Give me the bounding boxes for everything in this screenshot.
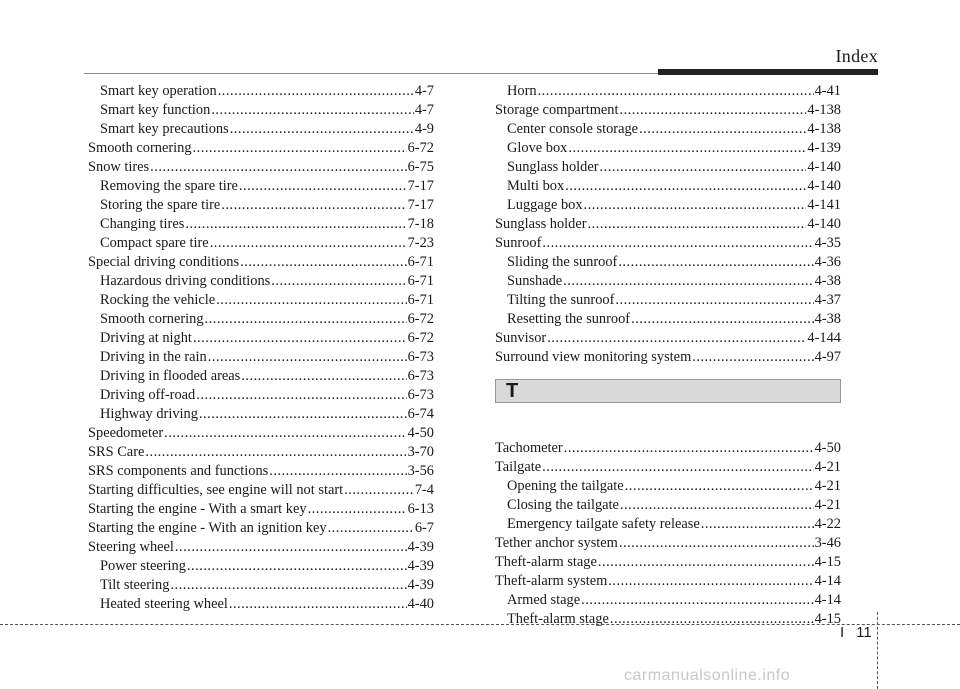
index-entry-label: Tailgate (495, 459, 542, 475)
index-entry-label: Surround view monitoring system (495, 349, 692, 365)
page-number-value: 11 (856, 624, 872, 641)
dot-leader (600, 158, 807, 177)
index-entry-page: 4-140 (807, 178, 841, 194)
dot-leader (584, 196, 807, 215)
dot-leader (211, 101, 414, 120)
index-entry-label: Armed stage (507, 592, 581, 608)
index-entry-page: 6-73 (407, 349, 434, 365)
index-entry (495, 572, 841, 591)
index-entry-page: 4-36 (814, 254, 841, 270)
index-entry-page: 6-75 (407, 159, 434, 175)
index-entry-page: 4-14 (814, 592, 841, 608)
index-entry-page: 4-50 (407, 425, 434, 441)
dot-leader (193, 139, 407, 158)
index-entry-label: Tether anchor system (495, 535, 618, 551)
index-entry-label: Sliding the sunroof (507, 254, 618, 270)
index-entry-label: Theft-alarm stage (495, 554, 597, 570)
index-entry (88, 291, 434, 310)
dot-leader (221, 196, 406, 215)
index-entry (495, 310, 841, 329)
index-entry-page: 4-14 (814, 573, 841, 589)
index-entry-page: 4-21 (814, 497, 841, 513)
index-entry-label: Smart key operation (100, 83, 217, 99)
dot-leader (692, 348, 813, 367)
index-entry-label: Starting the engine - With an ignition key (88, 520, 327, 536)
section-heading-t: T (495, 379, 841, 403)
chapter-letter: I (840, 624, 845, 641)
index-entry (88, 120, 434, 139)
index-entry-page: 4-39 (407, 539, 434, 555)
index-entry-label: Starting difficulties, see engine will not start (88, 482, 344, 498)
index-entry (495, 120, 841, 139)
index-entry (88, 538, 434, 557)
index-entry-page: 7-18 (407, 216, 434, 232)
index-entry-page: 4-41 (814, 83, 841, 99)
index-entry-label: Glove box (507, 140, 568, 156)
index-entry (495, 496, 841, 515)
index-entry-label: Rocking the vehicle (100, 292, 216, 308)
dot-leader (620, 496, 814, 515)
index-list-right-bottom (495, 439, 841, 629)
index-entry-label: Theft-alarm system (495, 573, 608, 589)
index-entry-label: Smart key function (100, 102, 211, 118)
dot-leader (170, 576, 406, 595)
index-entry-page: 4-141 (807, 197, 841, 213)
dot-leader (598, 553, 814, 572)
index-entry (495, 101, 841, 120)
dot-leader (216, 291, 407, 310)
dot-leader (564, 439, 814, 458)
index-entry-page: 4-22 (814, 516, 841, 532)
index-entry-page: 6-13 (407, 501, 434, 517)
dot-leader (625, 477, 814, 496)
index-entry (495, 139, 841, 158)
index-entry (88, 386, 434, 405)
index-entry-page: 4-50 (814, 440, 841, 456)
index-entry (88, 329, 434, 348)
dot-leader (563, 272, 813, 291)
dot-leader (701, 515, 814, 534)
dot-leader (218, 82, 414, 101)
index-entry (88, 367, 434, 386)
footer-dashed-rule (0, 624, 960, 625)
index-entry (495, 215, 841, 234)
index-entry (88, 139, 434, 158)
dot-leader (230, 120, 414, 139)
dot-leader (619, 101, 806, 120)
index-entry-page: 6-72 (407, 311, 434, 327)
dot-leader (542, 234, 813, 253)
index-entry (88, 82, 434, 101)
footer-crop-mark (877, 612, 878, 689)
index-entry (88, 348, 434, 367)
index-entry-label: Sunglass holder (495, 216, 587, 232)
index-entry-label: Tilt steering (100, 577, 170, 593)
dot-leader (239, 177, 407, 196)
header-rule (84, 73, 658, 74)
index-entry (88, 481, 434, 500)
dot-leader (187, 557, 407, 576)
index-entry-page: 6-71 (407, 292, 434, 308)
index-entry-page: 4-35 (814, 235, 841, 251)
index-entry-page: 7-4 (414, 482, 434, 498)
index-entry-label: Steering wheel (88, 539, 174, 555)
index-entry (88, 196, 434, 215)
index-entry-page: 6-7 (414, 520, 434, 536)
index-entry (88, 595, 434, 614)
index-entry-label: SRS Care (88, 444, 145, 460)
index-entry (495, 477, 841, 496)
index-entry (495, 291, 841, 310)
index-entry-page: 4-140 (807, 159, 841, 175)
index-entry-page: 4-140 (807, 216, 841, 232)
index-entry-label: Storage compartment (495, 102, 619, 118)
index-entry (495, 253, 841, 272)
page-header-title: Index (835, 46, 878, 66)
dot-leader (175, 538, 407, 557)
index-entry (495, 610, 841, 629)
index-entry (88, 462, 434, 481)
index-entry-page: 4-40 (407, 596, 434, 612)
dot-leader (610, 610, 814, 629)
index-entry-label: Sunglass holder (507, 159, 599, 175)
index-entry (88, 234, 434, 253)
index-entry-page: 7-23 (407, 235, 434, 251)
dot-leader (271, 272, 406, 291)
index-entry-label: Power steering (100, 558, 186, 574)
index-entry-page: 6-73 (407, 368, 434, 384)
index-entry-label: Sunvisor (495, 330, 547, 346)
index-entry-label: Opening the tailgate (507, 478, 624, 494)
index-entry (495, 272, 841, 291)
index-entry-page: 4-39 (407, 577, 434, 593)
index-entry (495, 515, 841, 534)
page-number (840, 624, 872, 641)
index-entry-page: 4-139 (807, 140, 841, 156)
index-entry-page: 4-21 (814, 459, 841, 475)
index-entry (495, 458, 841, 477)
index-entry-page: 4-7 (414, 83, 434, 99)
index-entry (88, 576, 434, 595)
index-entry-label: Luggage box (507, 197, 583, 213)
index-entry-label: Speedometer (88, 425, 164, 441)
index-entry-label: SRS components and functions (88, 463, 269, 479)
dot-leader (205, 310, 407, 329)
header-bar (658, 69, 878, 75)
index-entry-label: Heated steering wheel (100, 596, 228, 612)
index-entry (88, 424, 434, 443)
index-entry-page: 4-97 (814, 349, 841, 365)
index-column-right (495, 82, 841, 629)
watermark: carmanualsonline.info (624, 667, 791, 684)
dot-leader (588, 215, 807, 234)
dot-leader (328, 519, 414, 538)
index-entry-label: Emergency tailgate safety release (507, 516, 700, 532)
index-entry-label: Sunshade (507, 273, 563, 289)
index-entry (495, 82, 841, 101)
index-entry-page: 4-21 (814, 478, 841, 494)
index-entry (495, 177, 841, 196)
index-entry-label: Hazardous driving conditions (100, 273, 271, 289)
dot-leader (240, 253, 407, 272)
index-entry-label: Sunroof (495, 235, 542, 251)
index-list-right-top (495, 82, 841, 367)
dot-leader (618, 253, 813, 272)
index-entry-label: Resetting the sunroof (507, 311, 631, 327)
dot-leader (193, 329, 407, 348)
index-entry-label: Snow tires (88, 159, 150, 175)
index-entry-label: Special driving conditions (88, 254, 240, 270)
index-entry-page: 6-74 (407, 406, 434, 422)
dot-leader (241, 367, 406, 386)
index-column-left (88, 82, 434, 614)
index-entry (495, 158, 841, 177)
dot-leader (229, 595, 407, 614)
index-entry (88, 405, 434, 424)
index-entry-label: Starting the engine - With a smart key (88, 501, 307, 517)
index-entry-label: Compact spare tire (100, 235, 209, 251)
dot-leader (615, 291, 813, 310)
index-entry-page: 4-7 (414, 102, 434, 118)
index-entry (88, 101, 434, 120)
dot-leader (210, 234, 407, 253)
index-entry (88, 310, 434, 329)
dot-leader (150, 158, 406, 177)
index-entry-page: 3-70 (407, 444, 434, 460)
index-entry-page: 4-38 (814, 273, 841, 289)
index-entry-page: 7-17 (407, 197, 434, 213)
index-entry-label: Closing the tailgate (507, 497, 619, 513)
index-entry (495, 196, 841, 215)
dot-leader (608, 572, 813, 591)
index-entry-page: 3-56 (407, 463, 434, 479)
index-entry-page: 4-15 (814, 611, 841, 627)
index-entry-label: Smooth cornering (88, 140, 192, 156)
index-entry (88, 557, 434, 576)
index-entry-page: 3-46 (814, 535, 841, 551)
dot-leader (344, 481, 414, 500)
index-entry (88, 500, 434, 519)
index-entry-label: Tilting the sunroof (507, 292, 615, 308)
index-entry (495, 553, 841, 572)
index-entry-page: 7-17 (407, 178, 434, 194)
index-entry-page: 4-9 (414, 121, 434, 137)
dot-leader (581, 591, 813, 610)
index-entry-label: Driving in flooded areas (100, 368, 241, 384)
index-entry-label: Driving in the rain (100, 349, 207, 365)
index-entry (495, 329, 841, 348)
index-entry-label: Smooth cornering (100, 311, 204, 327)
index-entry-label: Multi box (507, 178, 565, 194)
index-entry (88, 443, 434, 462)
index-entry-label: Tachometer (495, 440, 563, 456)
dot-leader (547, 329, 806, 348)
index-entry (88, 177, 434, 196)
index-entry-page: 4-15 (814, 554, 841, 570)
index-entry-label: Center console storage (507, 121, 639, 137)
index-entry-label: Driving off-road (100, 387, 196, 403)
index-entry-label: Removing the spare tire (100, 178, 238, 194)
dot-leader (619, 534, 814, 553)
dot-leader (145, 443, 406, 462)
index-entry-label: Storing the spare tire (100, 197, 221, 213)
dot-leader (538, 82, 814, 101)
index-entry-label: Changing tires (100, 216, 185, 232)
dot-leader (196, 386, 406, 405)
index-entry (88, 272, 434, 291)
index-entry-page: 4-144 (807, 330, 841, 346)
index-entry-page: 6-72 (407, 140, 434, 156)
index-entry (88, 158, 434, 177)
dot-leader (631, 310, 814, 329)
index-entry-page: 4-138 (807, 121, 841, 137)
index-entry-page: 4-138 (807, 102, 841, 118)
index-entry (495, 534, 841, 553)
index-entry (88, 519, 434, 538)
index-entry-label: Driving at night (100, 330, 192, 346)
index-entry-page: 4-37 (814, 292, 841, 308)
dot-leader (568, 139, 806, 158)
index-entry-page: 6-72 (407, 330, 434, 346)
index-entry-label: Theft-alarm stage (507, 611, 609, 627)
index-entry-label: Horn (507, 83, 537, 99)
index-entry-page: 4-38 (814, 311, 841, 327)
index-entry (88, 253, 434, 272)
dot-leader (308, 500, 407, 519)
index-entry-page: 6-73 (407, 387, 434, 403)
index-entry (495, 591, 841, 610)
index-entry-page: 6-71 (407, 273, 434, 289)
index-entry (495, 439, 841, 458)
index-entry (495, 348, 841, 367)
dot-leader (185, 215, 406, 234)
dot-leader (208, 348, 407, 367)
index-entry-page: 6-71 (407, 254, 434, 270)
index-entry-label: Smart key precautions (100, 121, 229, 137)
dot-leader (269, 462, 406, 481)
index-entry-page: 4-39 (407, 558, 434, 574)
index-entry-label: Highway driving (100, 406, 198, 422)
dot-leader (542, 458, 813, 477)
dot-leader (199, 405, 407, 424)
index-entry (495, 234, 841, 253)
dot-leader (164, 424, 406, 443)
dot-leader (639, 120, 806, 139)
dot-leader (565, 177, 806, 196)
index-entry (88, 215, 434, 234)
